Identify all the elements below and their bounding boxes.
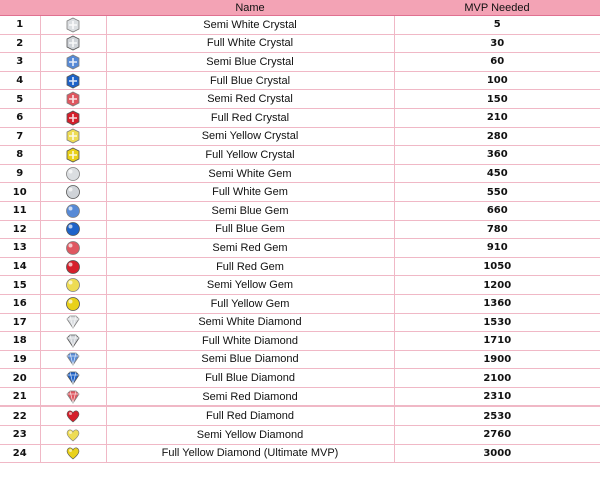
row-number: 5 (0, 90, 40, 109)
row-number: 10 (0, 183, 40, 202)
table-row (0, 257, 600, 276)
row-mvp-needed: 3000 (394, 444, 600, 463)
red-crystal-icon (40, 90, 106, 109)
row-number: 19 (0, 350, 40, 369)
header-num (0, 0, 40, 16)
row-mvp-needed: 1900 (394, 350, 600, 369)
row-name: Semi Red Diamond (106, 387, 394, 406)
table-row (0, 239, 600, 258)
header-mvp: MVP Needed (394, 0, 600, 16)
row-name: Semi White Gem (106, 164, 394, 183)
table-row (0, 426, 600, 445)
row-name: Full White Crystal (106, 34, 394, 53)
table-row (0, 127, 600, 146)
row-number: 9 (0, 164, 40, 183)
row-mvp-needed: 910 (394, 239, 600, 258)
row-name: Semi White Crystal (106, 16, 394, 35)
row-name: Semi Yellow Crystal (106, 127, 394, 146)
blue-crystal-icon (40, 53, 106, 72)
row-name: Semi Blue Crystal (106, 53, 394, 72)
blue-diamond-icon (40, 350, 106, 369)
row-mvp-needed: 550 (394, 183, 600, 202)
row-name: Semi Blue Diamond (106, 350, 394, 369)
yellow-crystal-icon (40, 146, 106, 165)
row-name: Full White Diamond (106, 332, 394, 351)
table-row (0, 444, 600, 463)
row-number: 16 (0, 294, 40, 313)
row-mvp-needed: 280 (394, 127, 600, 146)
row-name: Full Yellow Gem (106, 294, 394, 313)
white-crystal-icon (40, 16, 106, 35)
row-mvp-needed: 450 (394, 164, 600, 183)
row-number: 23 (0, 426, 40, 445)
row-mvp-needed: 2100 (394, 369, 600, 388)
row-mvp-needed: 1360 (394, 294, 600, 313)
table-row (0, 16, 600, 35)
yellow-heart-icon (40, 426, 106, 445)
row-number: 8 (0, 146, 40, 165)
table-row (0, 369, 600, 388)
table-row (0, 406, 600, 425)
row-number: 14 (0, 257, 40, 276)
blue-crystal-icon (40, 71, 106, 90)
row-number: 22 (0, 406, 40, 425)
table-row (0, 201, 600, 220)
row-number: 4 (0, 71, 40, 90)
row-mvp-needed: 150 (394, 90, 600, 109)
row-number: 11 (0, 201, 40, 220)
row-mvp-needed: 2760 (394, 426, 600, 445)
row-name: Full Red Gem (106, 257, 394, 276)
table-row (0, 164, 600, 183)
row-number: 18 (0, 332, 40, 351)
row-name: Semi White Diamond (106, 313, 394, 332)
red-heart-icon (40, 406, 106, 425)
row-name: Full Blue Gem (106, 220, 394, 239)
blue-gem-icon (40, 201, 106, 220)
table-row (0, 183, 600, 202)
row-mvp-needed: 30 (394, 34, 600, 53)
white-gem-icon (40, 183, 106, 202)
row-number: 13 (0, 239, 40, 258)
row-number: 20 (0, 369, 40, 388)
table-row (0, 350, 600, 369)
white-crystal-icon (40, 34, 106, 53)
table-row (0, 53, 600, 72)
header-name: Name (106, 0, 394, 16)
row-name: Full Red Crystal (106, 108, 394, 127)
row-mvp-needed: 660 (394, 201, 600, 220)
header-icon (40, 0, 106, 16)
row-name: Full Red Diamond (106, 406, 394, 425)
row-name: Full White Gem (106, 183, 394, 202)
row-number: 24 (0, 444, 40, 463)
row-name: Full Blue Crystal (106, 71, 394, 90)
yellow-heart-icon (40, 444, 106, 463)
red-crystal-icon (40, 108, 106, 127)
red-gem-icon (40, 239, 106, 258)
row-number: 12 (0, 220, 40, 239)
red-diamond-icon (40, 387, 106, 406)
table-row (0, 276, 600, 295)
row-number: 17 (0, 313, 40, 332)
table-row (0, 71, 600, 90)
row-name: Full Yellow Crystal (106, 146, 394, 165)
row-number: 6 (0, 108, 40, 127)
header-row (0, 0, 600, 16)
white-diamond-icon (40, 313, 106, 332)
yellow-crystal-icon (40, 127, 106, 146)
row-mvp-needed: 5 (394, 16, 600, 35)
table-row (0, 313, 600, 332)
row-number: 7 (0, 127, 40, 146)
row-mvp-needed: 1200 (394, 276, 600, 295)
white-diamond-icon (40, 332, 106, 351)
row-number: 21 (0, 387, 40, 406)
row-mvp-needed: 360 (394, 146, 600, 165)
row-mvp-needed: 60 (394, 53, 600, 72)
row-number: 3 (0, 53, 40, 72)
row-name: Full Blue Diamond (106, 369, 394, 388)
red-gem-icon (40, 257, 106, 276)
row-mvp-needed: 100 (394, 71, 600, 90)
row-mvp-needed: 1050 (394, 257, 600, 276)
table-row (0, 90, 600, 109)
row-mvp-needed: 2310 (394, 387, 600, 406)
row-name: Semi Red Crystal (106, 90, 394, 109)
row-name: Semi Yellow Gem (106, 276, 394, 295)
table-row (0, 294, 600, 313)
blue-gem-icon (40, 220, 106, 239)
table-row (0, 387, 600, 406)
yellow-gem-icon (40, 294, 106, 313)
table-body (0, 16, 600, 463)
table-row (0, 146, 600, 165)
row-name: Semi Yellow Diamond (106, 426, 394, 445)
row-mvp-needed: 2530 (394, 406, 600, 425)
row-mvp-needed: 780 (394, 220, 600, 239)
table-row (0, 332, 600, 351)
row-number: 1 (0, 16, 40, 35)
yellow-gem-icon (40, 276, 106, 295)
table-row (0, 220, 600, 239)
table-row (0, 108, 600, 127)
table-row (0, 34, 600, 53)
row-mvp-needed: 1530 (394, 313, 600, 332)
row-number: 15 (0, 276, 40, 295)
row-mvp-needed: 1710 (394, 332, 600, 351)
row-number: 2 (0, 34, 40, 53)
row-name: Semi Blue Gem (106, 201, 394, 220)
row-name: Semi Red Gem (106, 239, 394, 258)
blue-diamond-icon (40, 369, 106, 388)
white-gem-icon (40, 164, 106, 183)
row-mvp-needed: 210 (394, 108, 600, 127)
row-name: Full Yellow Diamond (Ultimate MVP) (106, 444, 394, 463)
